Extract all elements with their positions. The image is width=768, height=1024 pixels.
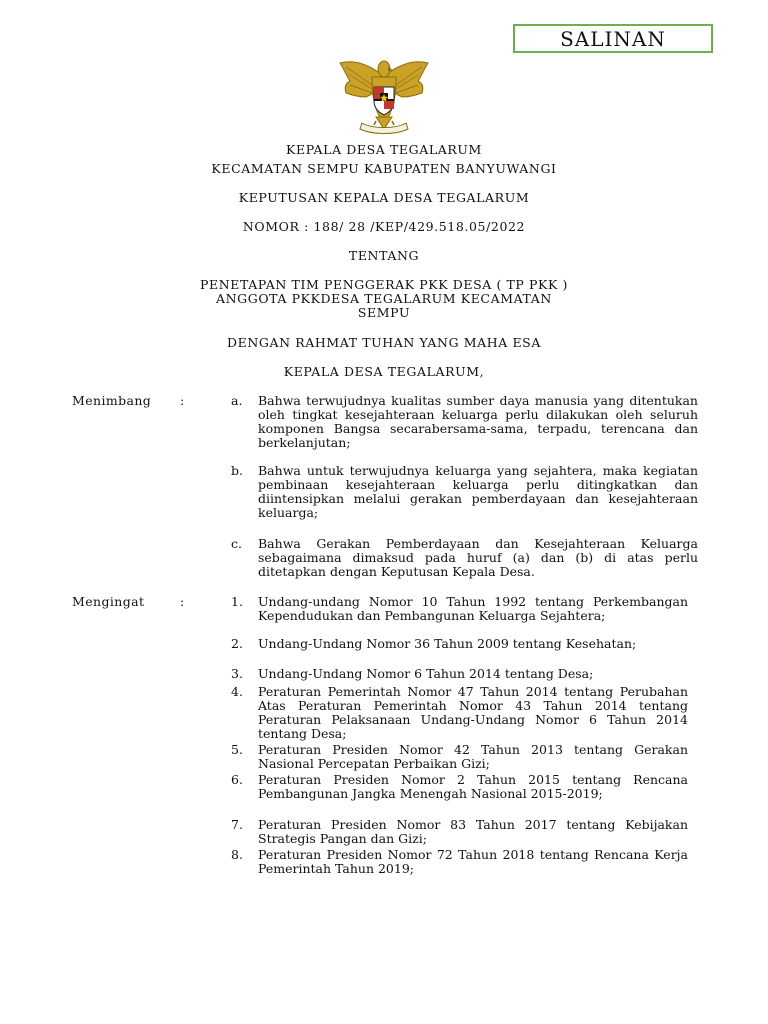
issuer-title: KEPALA DESA TEGALARUM (286, 142, 482, 157)
decree-number: NOMOR : 188/ 28 /KEP/429.518.05/2022 (242, 219, 526, 234)
mengingat-item-8: Peraturan Presiden Nomor 72 Tahun 2018 tentang Rencana Kerja Pemerintah Tahun 2019; (258, 847, 688, 876)
tentang-heading: TENTANG (348, 248, 420, 263)
menimbang-item-c: Bahwa Gerakan Pemberdayaan dan Kesejahteraan Keluarga sebagaimana dimaksud pada huruf (a) dan (b) di atas perlu ditetapkan dengan Keputusan Kepala Desa. (258, 536, 698, 579)
mengingat-item-3: Undang-Undang Nomor 6 Tahun 2014 tentang Desa; (258, 666, 594, 681)
mengingat-item-2: Undang-Undang Nomor 36 Tahun 2009 tentang Kesehatan; (258, 636, 637, 651)
mengingat-number-2: 2. (231, 636, 243, 651)
menimbang-item-b: Bahwa untuk terwujudnya keluarga yang sejahtera, maka kegiatan pembinaan kesejahteraan keluarga perlu ditingkatkan dan diintensipkan melalui gerakan pemberdayaan dan kesejahteraan keluarga; (258, 463, 698, 520)
mengingat-item-1: Undang-undang Nomor 10 Tahun 1992 tentang Perkembangan Kependudukan dan Pembangunan Keluarga Sejahtera; (258, 594, 688, 623)
decree-title: KEPUTUSAN KEPALA DESA TEGALARUM (238, 190, 530, 205)
mengingat-item-7: Peraturan Presiden Nomor 83 Tahun 2017 tentang Kebijakan Strategis Pangan dan Gizi; (258, 817, 688, 846)
menimbang-marker-a: a. (231, 393, 243, 408)
mengingat-colon: : (180, 594, 185, 609)
mengingat-number-8: 8. (231, 847, 243, 862)
mengingat-item-4: Peraturan Pemerintah Nomor 47 Tahun 2014 tentang Perubahan Atas Peraturan Pemerintah Nomor 43 Tahun 2014 tentang Peraturan Pelaksanaan Undang-Undang Nomor 6 Tahun 2014 tentang Desa; (258, 684, 688, 741)
issuer-region: KECAMATAN SEMPU KABUPATEN BANYUWANGI (211, 161, 557, 176)
mengingat-number-5: 5. (231, 742, 243, 757)
rahmat-line: DENGAN RAHMAT TUHAN YANG MAHA ESA (227, 335, 541, 350)
mengingat-item-5: Peraturan Presiden Nomor 42 Tahun 2013 tentang Gerakan Nasional Percepatan Perbaikan Gizi; (258, 742, 688, 771)
menimbang-marker-b: b. (231, 463, 243, 478)
kepala-line: KEPALA DESA TEGALARUM, (283, 364, 485, 379)
salinan-stamp: SALINAN (513, 24, 713, 53)
garuda-emblem-icon (336, 55, 432, 135)
menimbang-colon: : (180, 393, 185, 408)
menimbang-marker-c: c. (231, 536, 242, 551)
subject-line-1: PENETAPAN TIM PENGGERAK PKK DESA ( TP PKK ) (200, 277, 568, 292)
subject-line-3: SEMPU (357, 305, 411, 320)
mengingat-item-6: Peraturan Presiden Nomor 2 Tahun 2015 tentang Rencana Pembangunan Jangka Menengah Nasional 2015-2019; (258, 772, 688, 801)
menimbang-label: Menimbang (72, 393, 152, 408)
mengingat-label: Mengingat (72, 594, 145, 609)
mengingat-number-6: 6. (231, 772, 243, 787)
mengingat-number-4: 4. (231, 684, 243, 699)
mengingat-number-7: 7. (231, 817, 243, 832)
menimbang-item-a: Bahwa terwujudnya kualitas sumber daya manusia yang ditentukan oleh tingkat kesejahteraan keluarga perlu dilakukan oleh seluruh komponen Bangsa secarabersama-sama, terpadu, terencana dan berkelanjutan; (258, 393, 698, 450)
mengingat-number-1: 1. (231, 594, 243, 609)
mengingat-number-3: 3. (231, 666, 243, 681)
subject-line-2: ANGGOTA PKKDESA TEGALARUM KECAMATAN (216, 291, 552, 306)
